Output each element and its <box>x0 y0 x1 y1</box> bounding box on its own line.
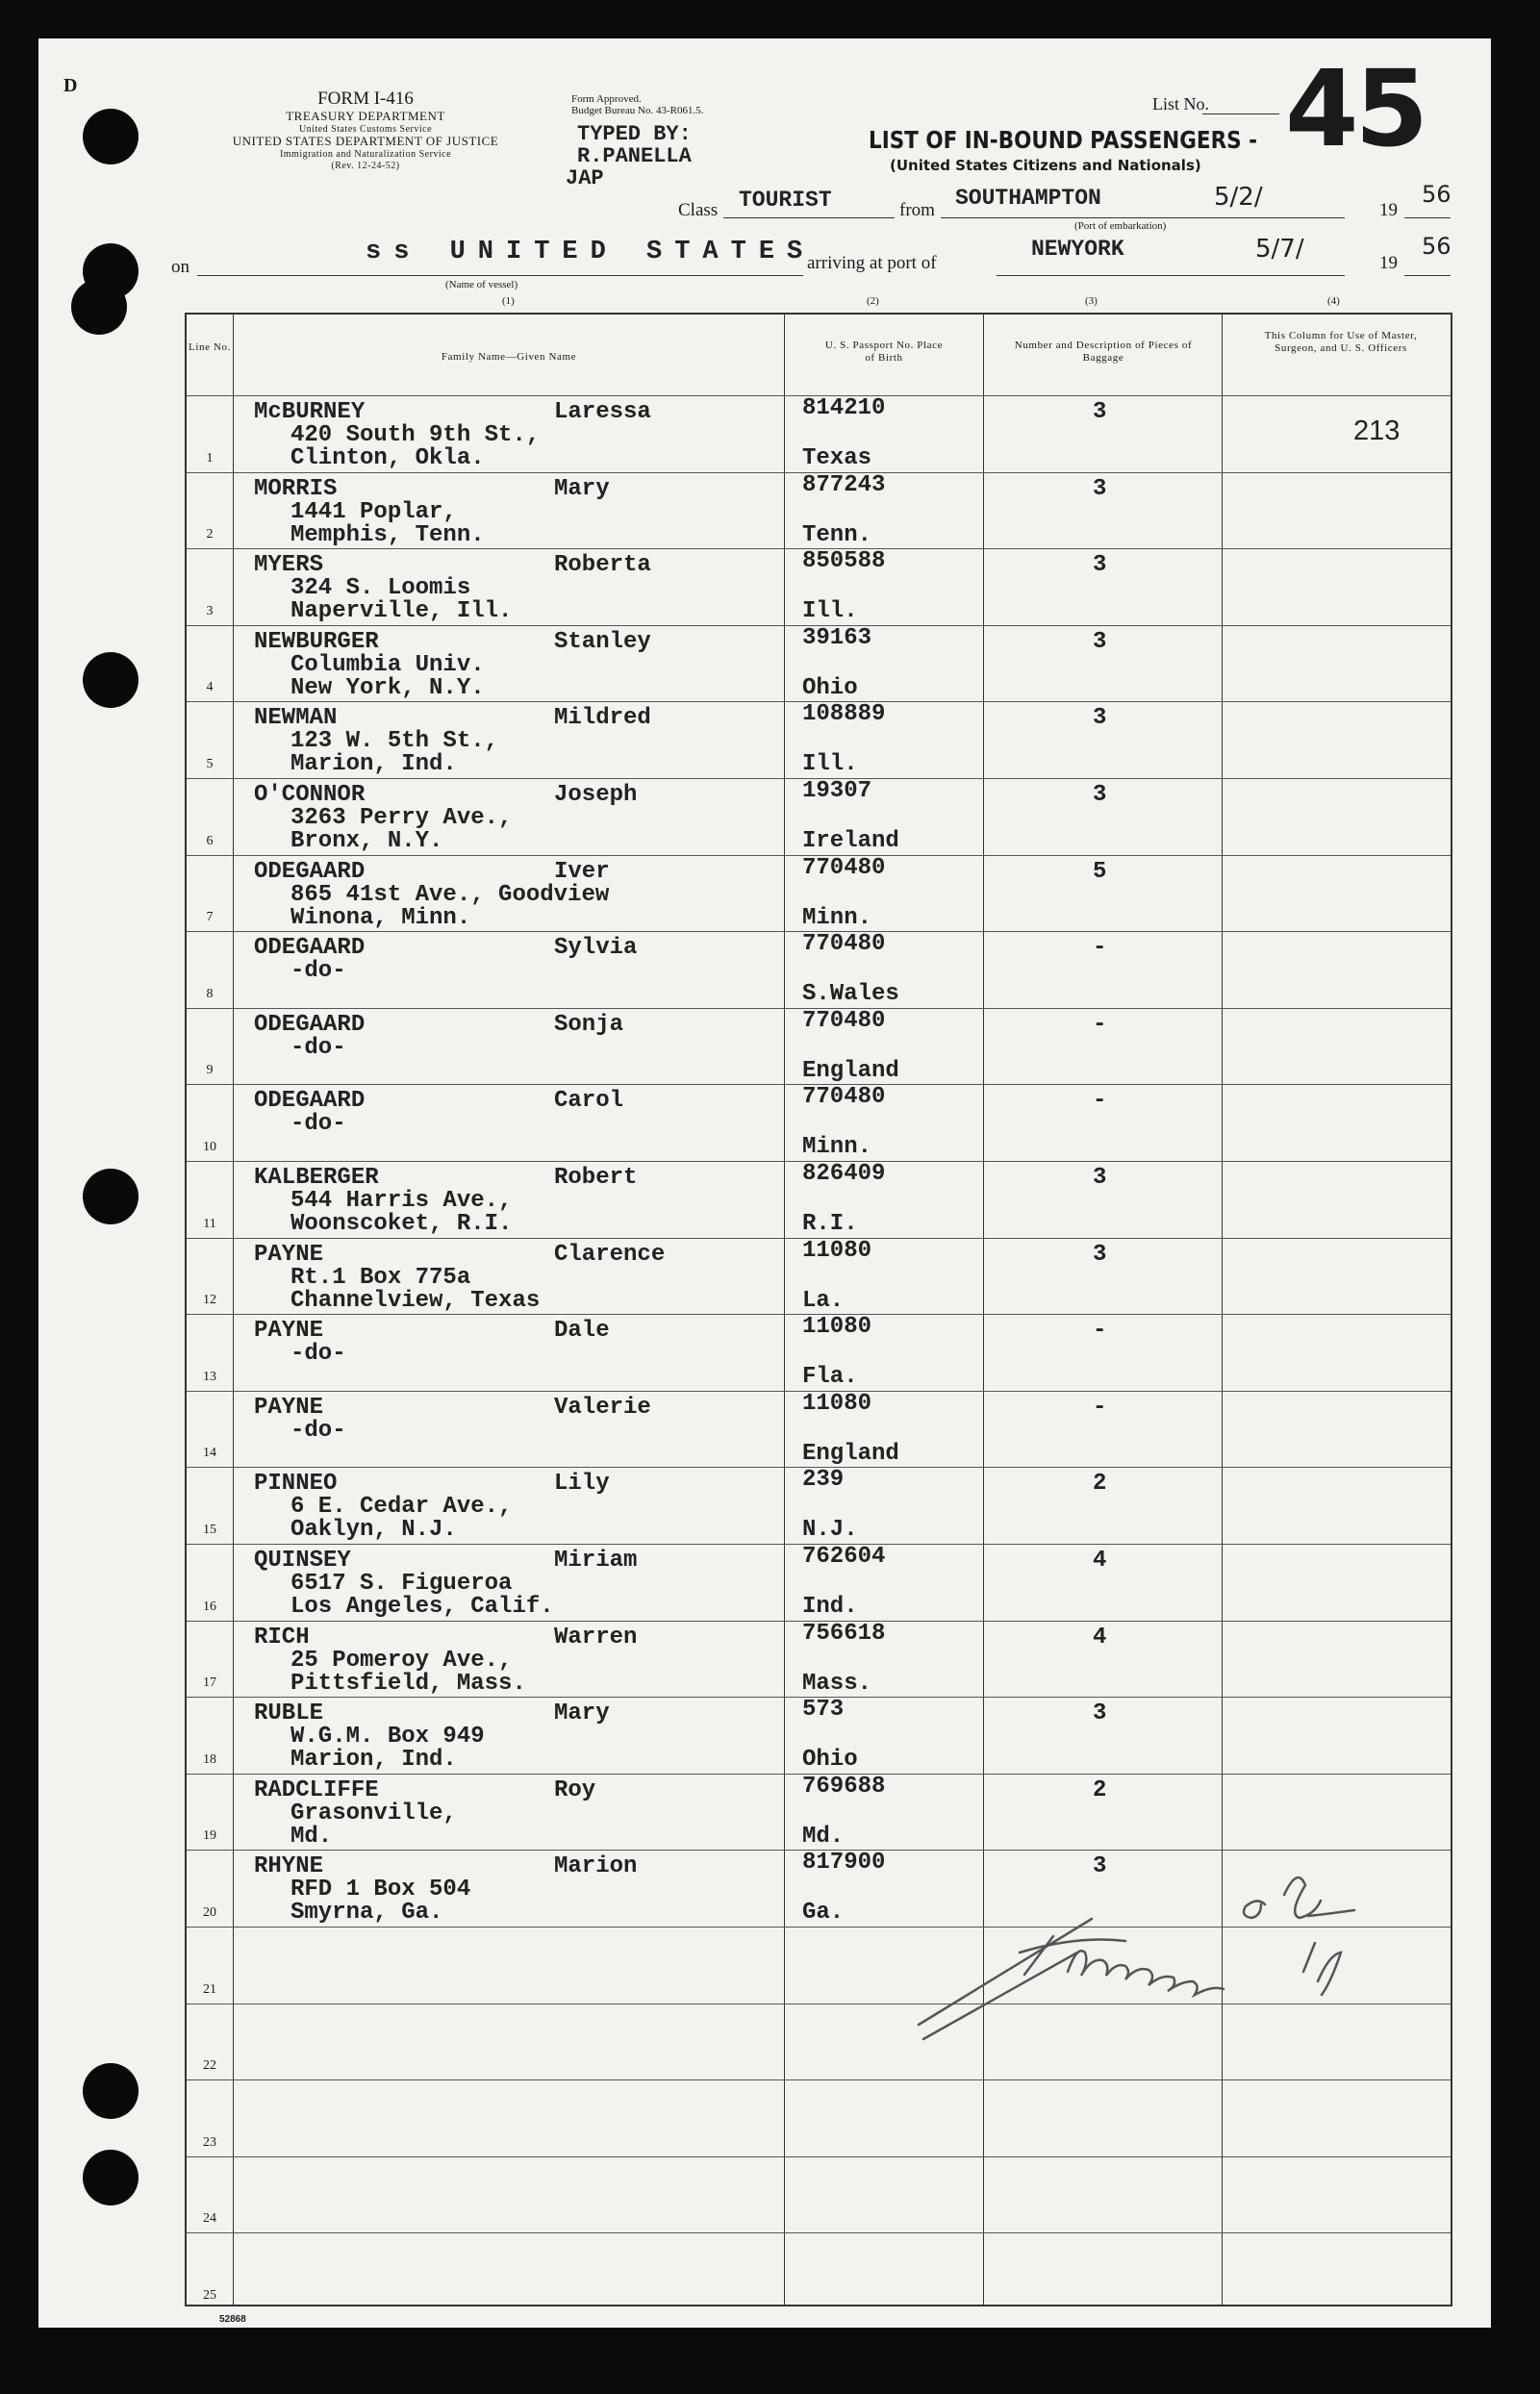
address-line-2: Bronx, N.Y. <box>290 828 443 854</box>
typist-name: R.PANELLA <box>577 144 692 169</box>
address-line-2: Los Angeles, Calif. <box>290 1594 554 1620</box>
arriving-label: arriving at port of <box>807 253 937 273</box>
given-name: Mary <box>554 1701 610 1727</box>
passport-number: 762604 <box>802 1544 886 1570</box>
place-of-birth: Ga. <box>802 1900 845 1927</box>
baggage-count: 4 <box>1093 1624 1107 1651</box>
line-number: 4 <box>206 680 214 695</box>
passport-number: 826409 <box>802 1161 886 1187</box>
given-name: Joseph <box>554 782 638 808</box>
line-number: 23 <box>203 2134 216 2150</box>
baggage-count: 3 <box>1093 628 1107 655</box>
department-justice: UNITED STATES DEPARTMENT OF JUSTICE <box>232 134 499 149</box>
passport-number: 817900 <box>802 1850 886 1877</box>
family-name: McBURNEY <box>254 399 366 425</box>
line-number: 13 <box>203 1369 216 1384</box>
given-name: Laressa <box>554 399 651 425</box>
passport-number: 39163 <box>802 624 872 651</box>
vessel-name-label: (Name of vessel) <box>445 279 518 290</box>
line-number: 9 <box>206 1063 214 1078</box>
line-number: 20 <box>203 1904 216 1920</box>
family-name: ODEGAARD <box>254 858 366 885</box>
given-name: Mary <box>554 475 610 502</box>
class-value: TOURIST <box>739 188 832 213</box>
place-of-birth: La. <box>802 1287 845 1314</box>
address-line-2: Naperville, Ill. <box>290 598 513 625</box>
inspector-signature <box>1020 1936 1341 1995</box>
immigration-service: Immigration and Naturalization Service <box>279 149 452 161</box>
address-line-1: 3263 Perry Ave., <box>290 805 513 831</box>
address-line-2: Smyrna, Ga. <box>290 1900 443 1927</box>
port-embarkation-label: (Port of embarkation) <box>1074 220 1167 232</box>
arrival-date: 5/7/ <box>1255 235 1304 264</box>
address-line-1: Rt.1 Box 775a <box>290 1264 471 1291</box>
family-name: RICH <box>254 1624 310 1651</box>
list-no-label: List No. <box>1152 94 1210 113</box>
given-name: Marion <box>554 1853 638 1880</box>
family-name: PAYNE <box>254 1241 324 1268</box>
place-of-birth: Ind. <box>802 1594 858 1620</box>
line-number: 16 <box>203 1599 216 1614</box>
given-name: Sylvia <box>554 935 638 962</box>
place-of-birth: England <box>802 1057 899 1084</box>
arrival-year-prefix: 19 <box>1379 253 1398 273</box>
address-line-1: 25 Pomeroy Ave., <box>290 1647 513 1674</box>
header-passport: U. S. Passport No. Place of Birth <box>824 340 944 365</box>
col-num-3: (3) <box>1085 295 1098 307</box>
family-name: O'CONNOR <box>254 782 366 808</box>
address-line-1: 865 41st Ave., Goodview <box>290 881 610 908</box>
passport-number: 769688 <box>802 1773 886 1800</box>
address-line-1: W.G.M. Box 949 <box>290 1724 485 1751</box>
baggage-count: - <box>1093 1318 1107 1345</box>
typist-initials: JAP <box>566 166 604 191</box>
place-of-birth: Ireland <box>802 828 899 854</box>
form-number: FORM I-416 <box>317 88 414 109</box>
given-name: Warren <box>554 1624 638 1651</box>
place-of-birth: Ill. <box>802 598 858 625</box>
line-number: 25 <box>203 2287 216 2303</box>
baggage-count: - <box>1093 935 1107 962</box>
place-of-birth: Texas <box>802 445 872 471</box>
col-num-1: (1) <box>502 295 515 307</box>
baggage-count: 3 <box>1093 1701 1107 1727</box>
ink-stroke <box>919 1919 1092 2039</box>
line-number: 5 <box>206 756 214 771</box>
footer-code: 52868 <box>219 2314 246 2325</box>
address-line-1: 6 E. Cedar Ave., <box>290 1494 513 1521</box>
address-line-2: Marion, Ind. <box>290 751 457 778</box>
given-name: Clarence <box>554 1241 666 1268</box>
line-number: 3 <box>206 603 214 618</box>
arrival-port: NEWYORK <box>1031 237 1124 262</box>
address-line-2: Woonscoket, R.I. <box>290 1211 513 1237</box>
passport-number: 11080 <box>802 1314 872 1341</box>
line-number: 24 <box>203 2211 216 2227</box>
passport-number: 11080 <box>802 1237 872 1264</box>
place-of-birth: N.J. <box>802 1517 858 1544</box>
given-name: Iver <box>554 858 610 885</box>
passport-number: 756618 <box>802 1620 886 1647</box>
place-of-birth: Fla. <box>802 1364 858 1391</box>
family-name: NEWMAN <box>254 705 338 732</box>
family-name: RUBLE <box>254 1701 324 1727</box>
address-line-2: Pittsfield, Mass. <box>290 1670 526 1697</box>
address-line-1: -do- <box>290 1111 346 1138</box>
address-line-2: Channelview, Texas <box>290 1287 541 1314</box>
passport-number: 11080 <box>802 1390 872 1417</box>
address-line-1: 324 S. Loomis <box>290 575 471 602</box>
family-name: PINNEO <box>254 1471 338 1498</box>
line-number: 19 <box>203 1828 216 1844</box>
list-number: 45 <box>1285 47 1426 170</box>
col-num-4: (4) <box>1327 295 1340 307</box>
place-of-birth: Ill. <box>802 751 858 778</box>
passport-number: 770480 <box>802 854 886 881</box>
family-name: ODEGAARD <box>254 935 366 962</box>
address-line-1: 544 Harris Ave., <box>290 1188 513 1214</box>
line-number: 14 <box>203 1446 216 1461</box>
typed-by-label: TYPED BY: <box>577 122 692 146</box>
corner-letter: D <box>63 75 78 96</box>
list-subtitle: (United States Citizens and Nationals) <box>890 157 1201 174</box>
address-line-1: 1441 Poplar, <box>290 498 457 525</box>
baggage-count: 2 <box>1093 1777 1107 1803</box>
department-treasury: TREASURY DEPARTMENT <box>286 108 445 123</box>
given-name: Carol <box>554 1088 624 1115</box>
line-number: 15 <box>203 1522 216 1537</box>
passport-number: 877243 <box>802 471 886 498</box>
address-line-1: -do- <box>290 1417 346 1444</box>
place-of-birth: S.Wales <box>802 981 899 1008</box>
list-title: LIST OF IN-BOUND PASSENGERS - <box>869 126 1258 154</box>
place-of-birth: England <box>802 1440 899 1467</box>
passport-number: 770480 <box>802 1084 886 1111</box>
line-number: 17 <box>203 1676 216 1691</box>
header-baggage: Number and Description of Pieces of Baggage <box>1014 340 1193 365</box>
approval-line: Form Approved. <box>571 93 642 105</box>
given-name: Lily <box>554 1471 610 1498</box>
officer-note: 213 <box>1353 416 1401 446</box>
given-name: Roy <box>554 1777 596 1803</box>
place-of-birth: Tenn. <box>802 521 872 548</box>
given-name: Stanley <box>554 628 651 655</box>
vessel-name: ss UNITED STATES <box>366 238 816 266</box>
address-line-1: Columbia Univ. <box>290 651 485 678</box>
family-name: MYERS <box>254 552 324 579</box>
passport-number: 850588 <box>802 548 886 575</box>
baggage-count: 4 <box>1093 1548 1107 1574</box>
line-number: 18 <box>203 1751 216 1767</box>
baggage-count: 3 <box>1093 399 1107 425</box>
class-label: Class <box>678 200 719 220</box>
address-line-2: Oaklyn, N.J. <box>290 1517 457 1544</box>
given-name: Mildred <box>554 705 651 732</box>
baggage-count: - <box>1093 1088 1107 1115</box>
place-of-birth: Mass. <box>802 1670 872 1697</box>
baggage-count: 3 <box>1093 1853 1107 1880</box>
from-date: 5/2/ <box>1214 183 1263 212</box>
place-of-birth: Minn. <box>802 1134 872 1161</box>
family-name: KALBERGER <box>254 1165 379 1191</box>
given-name: Roberta <box>554 552 651 579</box>
address-line-1: -do- <box>290 1341 346 1368</box>
family-name: NEWBURGER <box>254 628 379 655</box>
baggage-count: 3 <box>1093 1241 1107 1268</box>
line-number: 12 <box>203 1293 216 1308</box>
passport-number: 770480 <box>802 1007 886 1034</box>
baggage-count: 5 <box>1093 858 1107 885</box>
header-name: Family Name—Given Name <box>441 351 577 363</box>
family-name: MORRIS <box>254 475 338 502</box>
address-line-1: 123 W. 5th St., <box>290 728 499 755</box>
line-number: 8 <box>206 986 214 1001</box>
address-line-1: Grasonville, <box>290 1800 457 1827</box>
baggage-count: 3 <box>1093 782 1107 808</box>
place-of-birth: Ohio <box>802 1747 858 1774</box>
place-of-birth: R.I. <box>802 1211 858 1237</box>
family-name: QUINSEY <box>254 1548 351 1574</box>
on-label: on <box>171 257 189 277</box>
family-name: ODEGAARD <box>254 1088 366 1115</box>
line-number: 11 <box>203 1216 216 1231</box>
baggage-count: 3 <box>1093 552 1107 579</box>
passport-number: 19307 <box>802 778 872 804</box>
address-line-1: -do- <box>290 1034 346 1061</box>
line-number: 7 <box>206 910 214 925</box>
given-name: Robert <box>554 1165 638 1191</box>
address-line-2: Md. <box>290 1823 333 1850</box>
baggage-count: - <box>1093 1011 1107 1038</box>
address-line-2: Clinton, Okla. <box>290 445 485 471</box>
baggage-count: - <box>1093 1394 1107 1421</box>
passport-number: 770480 <box>802 931 886 958</box>
address-line-2: Memphis, Tenn. <box>290 521 485 548</box>
revision-date: (Rev. 12-24-52) <box>331 160 400 171</box>
col-num-2: (2) <box>867 295 879 307</box>
line-number: 22 <box>203 2058 216 2074</box>
place-of-birth: Minn. <box>802 904 872 931</box>
place-of-birth: Md. <box>802 1823 845 1850</box>
from-value: SOUTHAMPTON <box>955 186 1101 211</box>
address-line-1: 420 South 9th St., <box>290 422 541 448</box>
header-officers: This Column for Use of Master, Surgeon, and U. S. Officers <box>1264 330 1418 355</box>
budget-bureau: Budget Bureau No. 43-R061.5. <box>571 105 704 117</box>
passport-number: 108889 <box>802 701 886 728</box>
passport-number: 814210 <box>802 395 886 421</box>
baggage-count: 3 <box>1093 1165 1107 1191</box>
header-line-no: Line No. <box>189 341 231 353</box>
family-name: RHYNE <box>254 1853 324 1880</box>
passport-number: 573 <box>802 1697 845 1724</box>
baggage-count: 3 <box>1093 705 1107 732</box>
line-number: 10 <box>203 1139 216 1154</box>
given-name: Valerie <box>554 1394 651 1421</box>
from-label: from <box>899 200 935 220</box>
address-line-2: Marion, Ind. <box>290 1747 457 1774</box>
address-line-2: Winona, Minn. <box>290 904 471 931</box>
address-line-2: New York, N.Y. <box>290 674 485 701</box>
from-year: 56 <box>1422 181 1452 208</box>
line-number: 21 <box>203 1981 216 1997</box>
address-line-1: -do- <box>290 958 346 985</box>
initials-mark <box>1244 1877 1354 1918</box>
from-year-prefix: 19 <box>1379 200 1398 220</box>
given-name: Dale <box>554 1318 610 1345</box>
family-name: PAYNE <box>254 1318 324 1345</box>
family-name: PAYNE <box>254 1394 324 1421</box>
family-name: RADCLIFFE <box>254 1777 379 1803</box>
customs-service: United States Customs Service <box>298 123 433 135</box>
passport-number: 239 <box>802 1467 845 1494</box>
line-number: 6 <box>206 833 214 848</box>
baggage-count: 2 <box>1093 1471 1107 1498</box>
arrival-year: 56 <box>1422 233 1452 260</box>
line-number: 1 <box>206 450 214 466</box>
given-name: Miriam <box>554 1548 638 1574</box>
family-name: ODEGAARD <box>254 1011 366 1038</box>
address-line-1: 6517 S. Figueroa <box>290 1571 513 1597</box>
line-number: 2 <box>206 527 214 542</box>
address-line-1: RFD 1 Box 504 <box>290 1877 471 1903</box>
place-of-birth: Ohio <box>802 674 858 701</box>
baggage-count: 3 <box>1093 475 1107 502</box>
given-name: Sonja <box>554 1011 624 1038</box>
